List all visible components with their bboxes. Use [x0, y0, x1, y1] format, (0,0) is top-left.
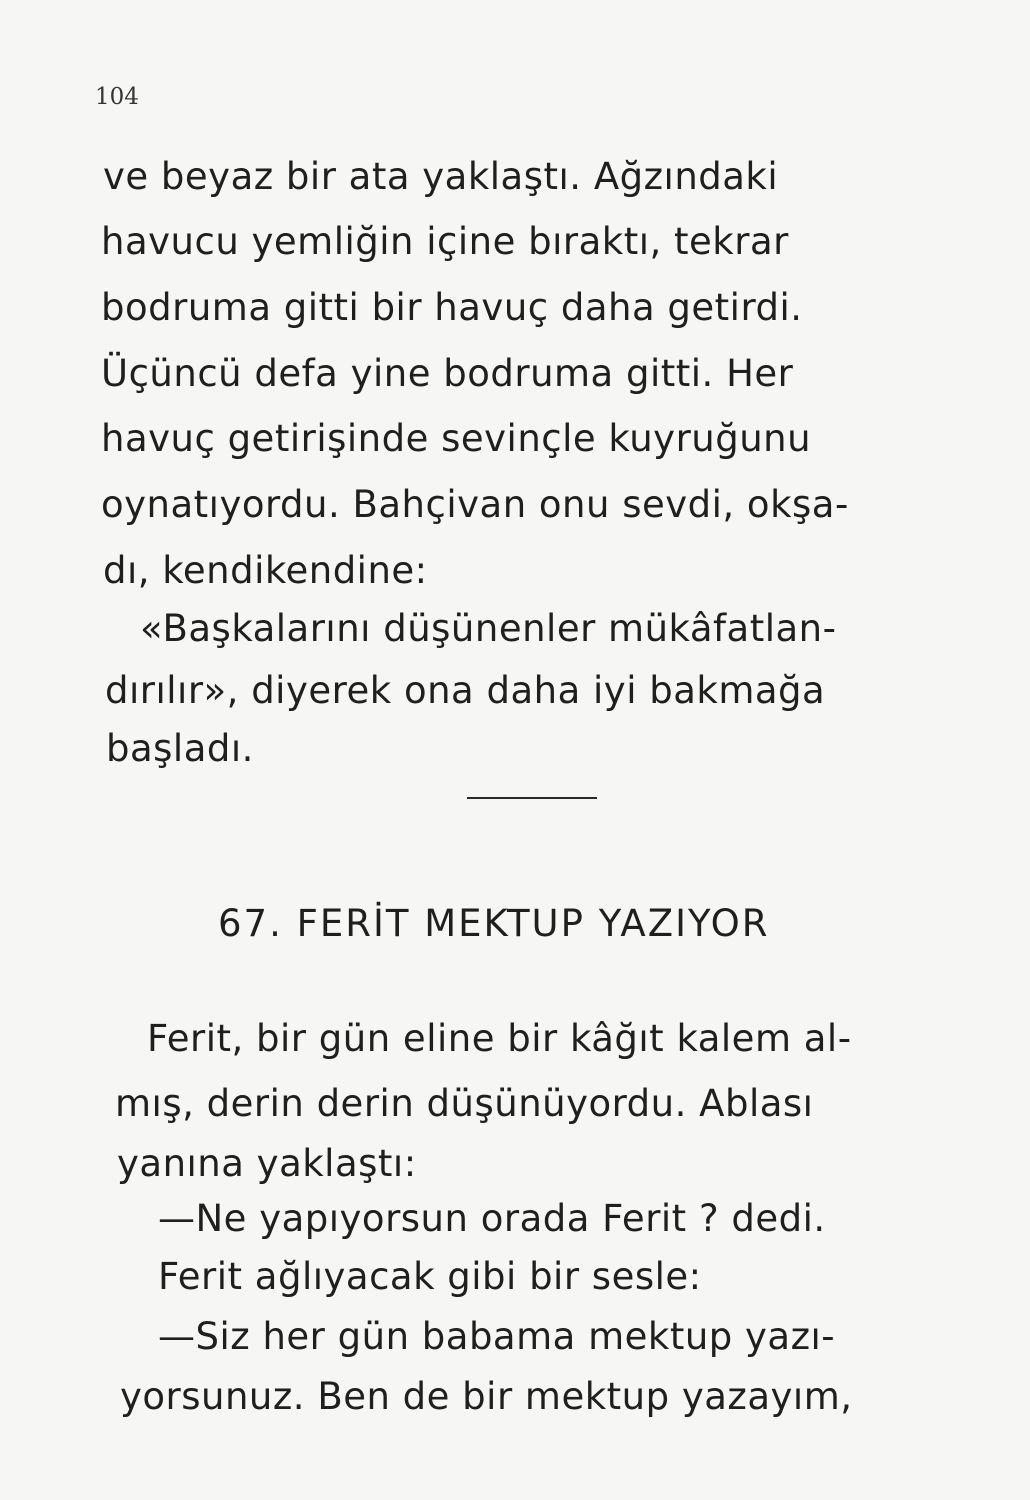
text-line: başladı.: [106, 727, 254, 770]
text-line: oynatıyordu. Bahçivan onu sevdi, okşa-: [101, 483, 849, 526]
text-line: Ferit ağlıyacak gibi bir sesle:: [158, 1255, 702, 1298]
text-line: mış, derin derin düşünüyordu. Ablası: [115, 1082, 814, 1125]
text-line: yorsunuz. Ben de bir mektup yazayım,: [120, 1375, 853, 1418]
text-line: «Başkalarını düşünenler mükâfatlan-: [140, 607, 837, 650]
text-line: Ferit, bir gün eline bir kâğıt kalem al-: [147, 1017, 852, 1060]
text-line: yanına yaklaştı:: [117, 1142, 417, 1185]
text-line: dı, kendikendine:: [103, 549, 428, 592]
page-number: 104: [95, 84, 139, 110]
text-line: —Ne yapıyorsun orada Ferit ? dedi.: [158, 1197, 826, 1240]
text-line: —Siz her gün babama mektup yazı-: [158, 1315, 836, 1358]
section-divider: [467, 797, 597, 799]
text-line: havucu yemliğin içine bıraktı, tekrar: [101, 220, 789, 263]
text-line: bodruma gitti bir havuç daha getirdi.: [101, 286, 803, 329]
text-line: havuç getirişinde sevinçle kuyruğunu: [101, 417, 812, 460]
text-line: dırılır», diyerek ona daha iyi bakmağa: [105, 669, 826, 712]
text-line: ve beyaz bir ata yaklaştı. Ağzındaki: [103, 155, 779, 198]
section-heading: 67. FERİT MEKTUP YAZIYOR: [218, 902, 770, 945]
text-line: Üçüncü defa yine bodruma gitti. Her: [101, 352, 794, 395]
